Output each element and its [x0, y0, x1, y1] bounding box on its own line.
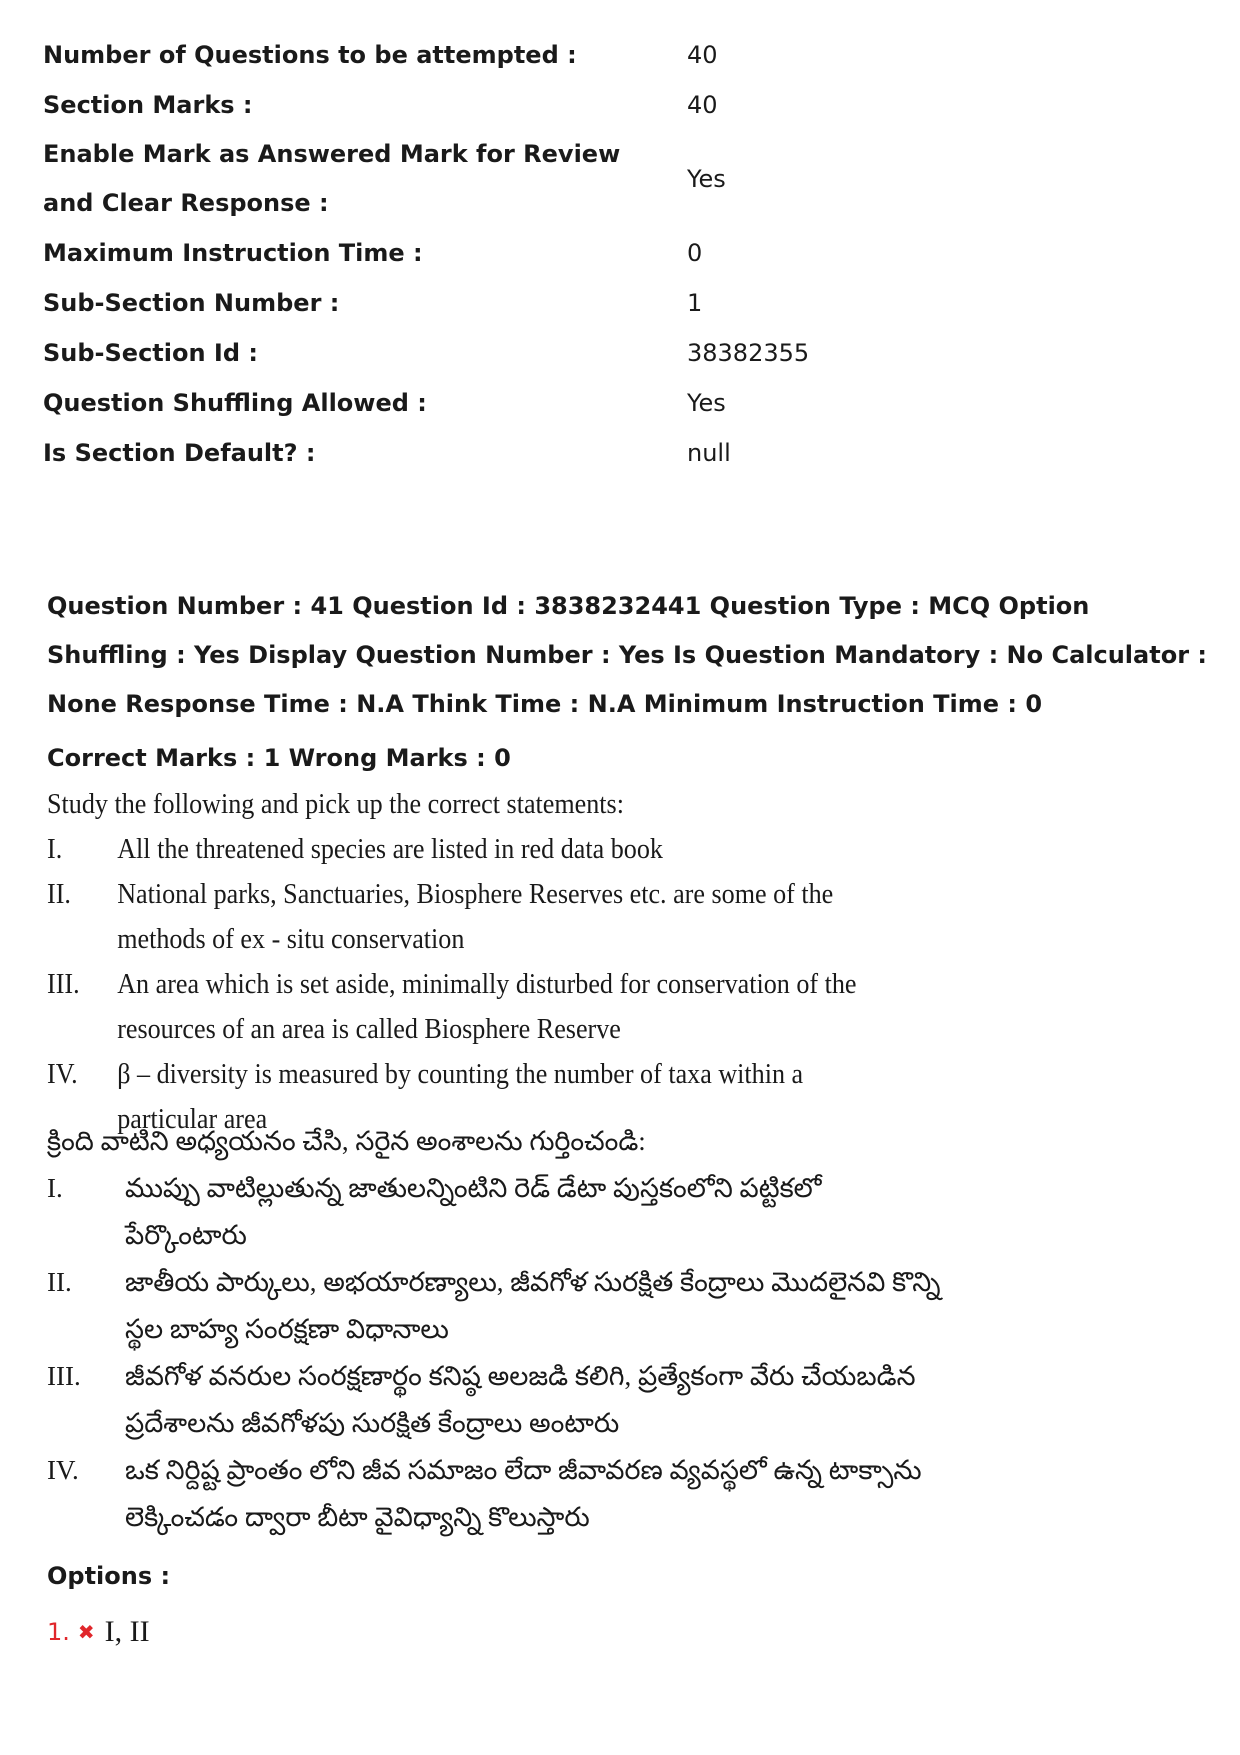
- statement-text: All the threatened species are listed in red data book: [117, 833, 663, 865]
- question-header: Question Number : 41 Question Id : 3838232441 Question Type : MCQ Option Shuffling : Yes Display Question Number : Yes Is Question Mandatory : No Calculator : None Response Time : N.A Think Time : N.A Minimum Instruction Time : 0: [47, 592, 1207, 718]
- info-row-subsection-id: [43, 328, 1193, 378]
- section-info-table: [43, 30, 1193, 478]
- info-label: Section Marks :: [43, 91, 253, 119]
- info-row-questions: [43, 30, 1193, 80]
- info-value: 40: [687, 91, 718, 119]
- info-value: 38382355: [687, 339, 810, 367]
- statement-item: [47, 1259, 947, 1353]
- info-value: 0: [687, 239, 703, 267]
- option-number: 1.: [47, 1618, 70, 1646]
- info-row-section-marks: [43, 80, 1193, 130]
- wrong-mark-icon: ✖: [77, 1620, 95, 1644]
- statement-text: ఒక నిర్దిష్ట ప్రాంతం లోని జీవ సమాజం లేదా జీవావరణ వ్యవస్థలో ఉన్న టాక్సాను లెక్కించడం ద్వారా బీటా వైవిధ్యాన్ని కొలుస్తారు: [125, 1455, 922, 1532]
- question-prompt: క్రింది వాటిని అధ్యయనం చేసి, సరైన అంశాలను గుర్తించండి:: [47, 1126, 646, 1156]
- statement-text: ముప్పు వాటిల్లుతున్న జాతులన్నింటిని రెడ్ డేటా పుస్తకంలోని పట్టికలో పేర్కొంటారు: [125, 1173, 822, 1250]
- info-label: Sub-Section Number :: [43, 289, 340, 317]
- info-row-instruction-time: [43, 228, 1193, 278]
- info-label: Question Shuffling Allowed :: [43, 389, 427, 417]
- info-row-shuffling: [43, 378, 1193, 428]
- statement-item: [47, 1165, 947, 1259]
- statement-text: An area which is set aside, minimally disturbed for conservation of the resources of an area is called Biosphere Reserve: [117, 968, 857, 1045]
- statement-item: [47, 827, 875, 872]
- info-value: Yes: [687, 165, 726, 193]
- info-row-subsection-number: [43, 278, 1193, 328]
- info-value: 1: [687, 289, 703, 317]
- statement-text: జీవగోళ వనరుల సంరక్షణార్థం కనిష్ఠ అలజడి కలిగి, ప్రత్యేకంగా వేరు చేయబడిన ప్రదేశాలను జీవగోళపు సురక్షిత కేంద్రాలు అంటారు: [125, 1361, 916, 1438]
- statement-text: β – diversity is measured by counting the number of taxa within a particular area: [117, 1058, 804, 1135]
- info-row-section-default: [43, 428, 1193, 478]
- statement-number: III.: [47, 1361, 81, 1391]
- info-label: Maximum Instruction Time :: [43, 239, 423, 267]
- info-row-enable-mark: [43, 130, 1193, 228]
- statement-text: జాతీయ పార్కులు, అభయారణ్యాలు, జీవగోళ సురక్షిత కేంద్రాలు మొదలైనవి కొన్ని స్థల బాహ్య సంరక్షణా విధానాలు: [125, 1267, 941, 1344]
- statement-item: [47, 1447, 947, 1541]
- question-text-english: [47, 782, 875, 1142]
- statement-number: I.: [47, 1173, 63, 1203]
- options-label: Options :: [47, 1562, 171, 1590]
- statement-text: National parks, Sanctuaries, Biosphere Reserves etc. are some of the methods of ex - situ conservation: [117, 878, 834, 955]
- statement-number: I.: [47, 833, 63, 865]
- info-label: Sub-Section Id :: [43, 339, 258, 367]
- statement-number: II.: [47, 878, 71, 910]
- question-prompt: Study the following and pick up the correct statements:: [47, 788, 624, 820]
- statement-item: [47, 872, 875, 962]
- statement-item: [47, 1353, 947, 1447]
- info-value: null: [687, 439, 731, 467]
- info-value: Yes: [687, 389, 726, 417]
- statement-number: II.: [47, 1267, 72, 1297]
- statement-item: [47, 962, 875, 1052]
- statement-number: IV.: [47, 1455, 79, 1485]
- option-1[interactable]: [47, 1615, 150, 1649]
- question-text-telugu: [47, 1118, 947, 1541]
- info-value: 40: [687, 41, 718, 69]
- statement-number: III.: [47, 968, 80, 1000]
- info-label: Is Section Default? :: [43, 439, 316, 467]
- info-label: Number of Questions to be attempted :: [43, 41, 577, 69]
- question-marks: Correct Marks : 1 Wrong Marks : 0: [47, 744, 511, 772]
- info-label: Enable Mark as Answered Mark for Review and Clear Response :: [43, 140, 621, 217]
- option-text: I, II: [104, 1615, 150, 1648]
- statement-number: IV.: [47, 1058, 78, 1090]
